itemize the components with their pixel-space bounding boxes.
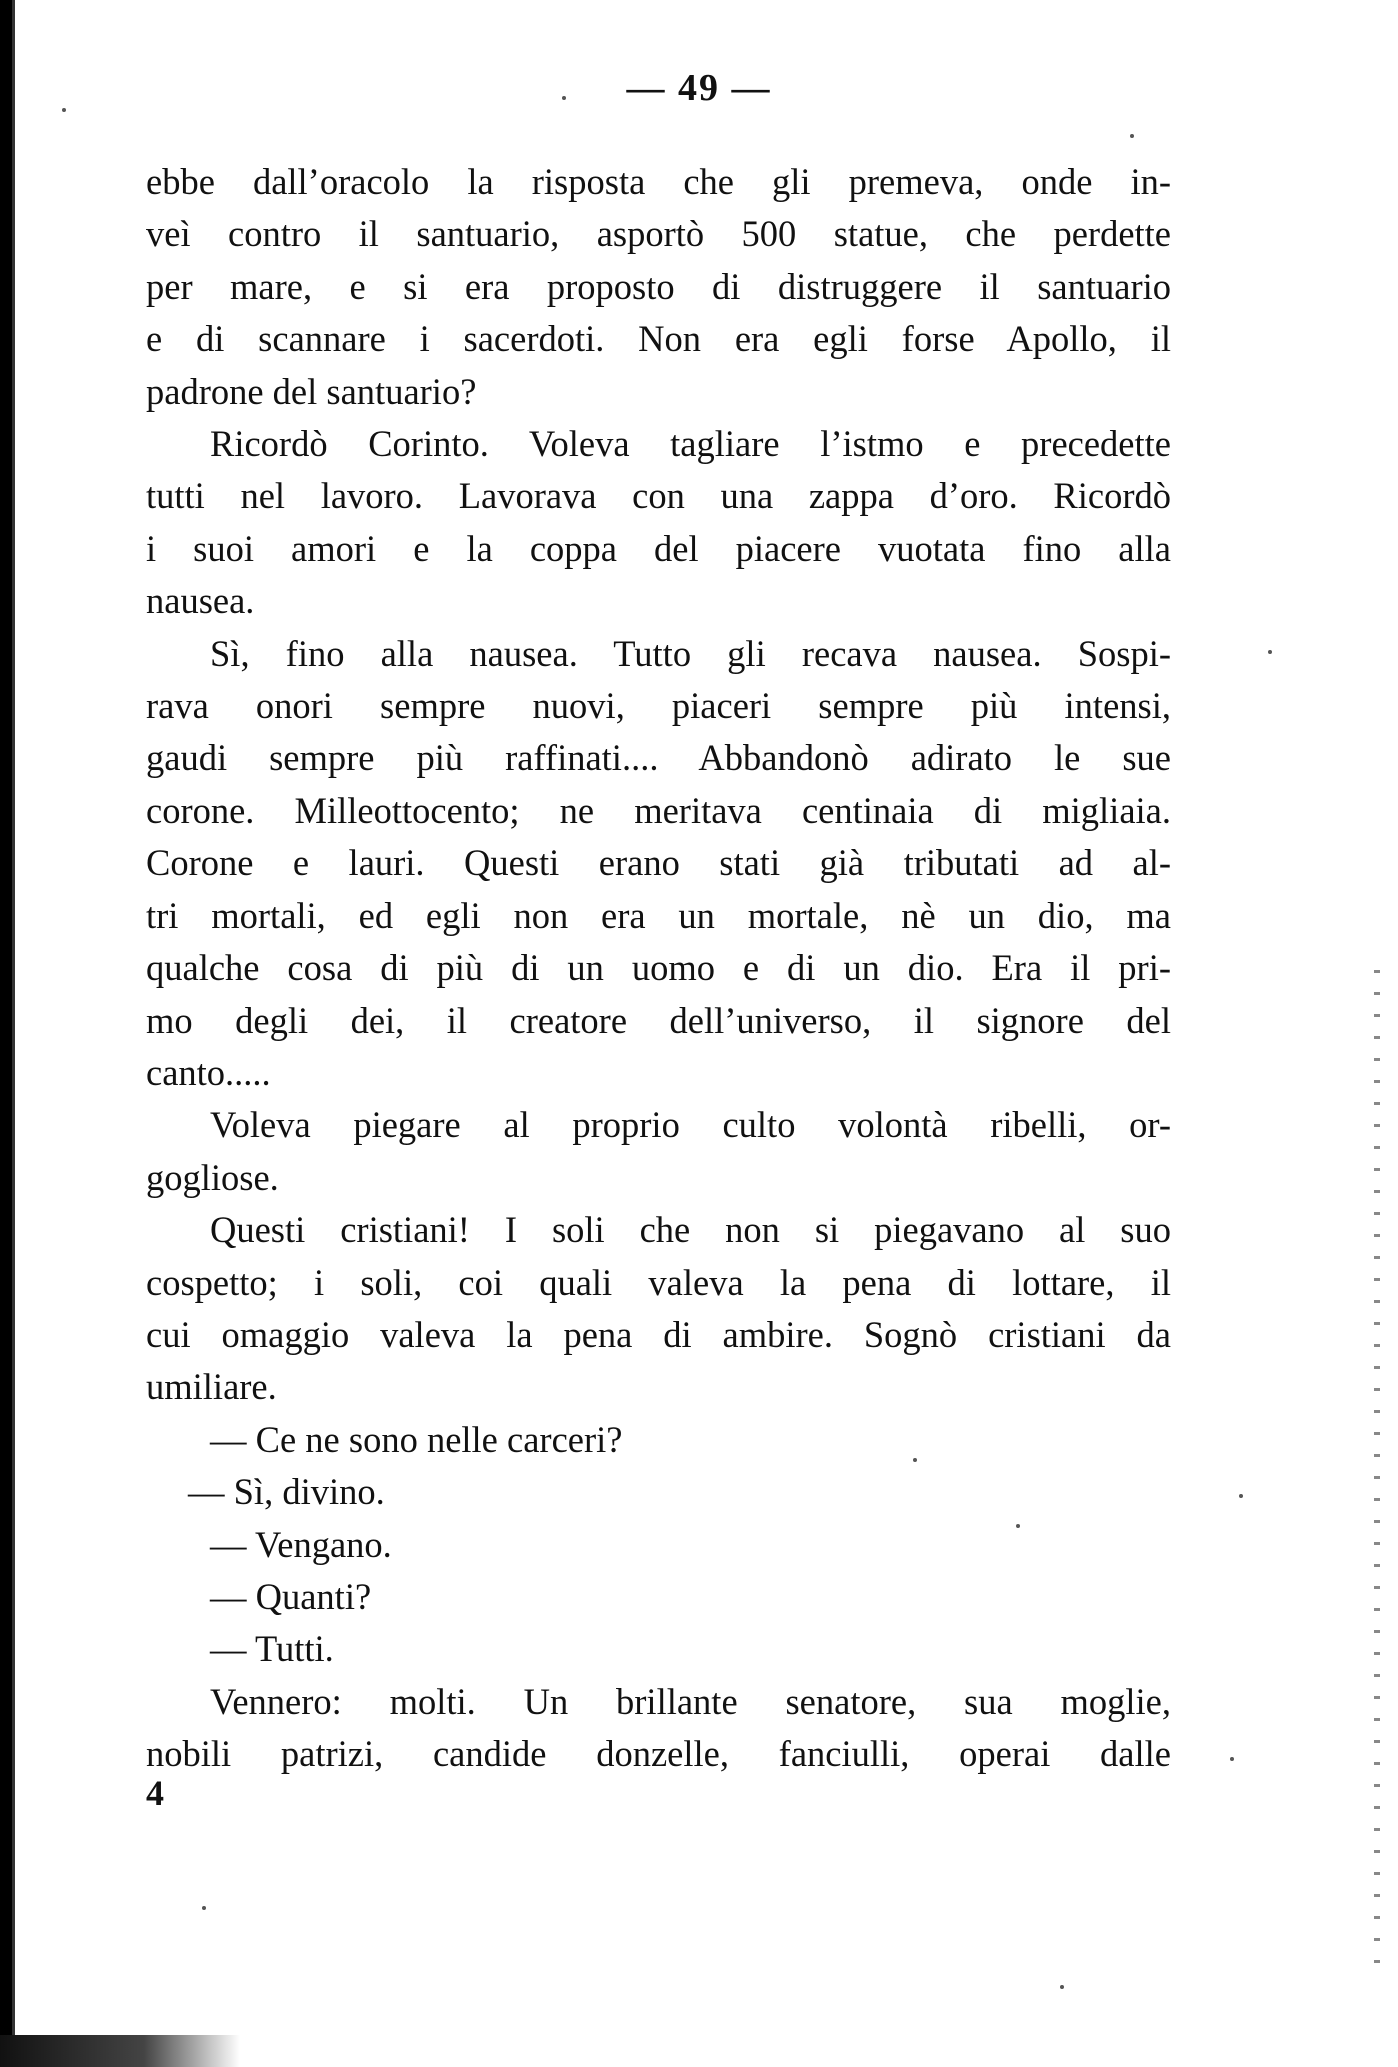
- text-line: i suoi amori e la coppa del piacere vuotata fino alla: [146, 527, 1171, 569]
- text-line: tutti nel lavoro. Lavorava con una zappa d’oro. Ricordò: [146, 475, 1171, 517]
- scan-speck: [1239, 1494, 1243, 1498]
- dialogue-line: — Tutti.: [210, 1628, 334, 1670]
- scan-bottom-shadow: [0, 2035, 240, 2067]
- dialogue-line: — Quanti?: [210, 1575, 372, 1617]
- text-line: ebbe dall’oracolo la risposta che gli premeva, onde in-: [146, 161, 1171, 202]
- text-line: Ricordò Corinto. Voleva tagliare l’istmo e precedette: [210, 423, 1171, 465]
- body-text: [146, 156, 1171, 1781]
- text-line: Vennero: molti. Un brillante senatore, sua moglie,: [210, 1680, 1171, 1722]
- scan-right-edge: [1374, 970, 1380, 1970]
- text-line: umiliare.: [146, 1366, 277, 1408]
- scan-speck: [1130, 134, 1134, 138]
- text-line: Sì, fino alla nausea. Tutto gli recava nausea. Sospi-: [210, 632, 1171, 674]
- dialogue-line: — Sì, divino.: [188, 1471, 385, 1513]
- scan-speck: [1268, 650, 1272, 654]
- scan-speck: [1230, 1757, 1234, 1761]
- text-line: Voleva piegare al proprio culto volontà ribelli, or-: [210, 1104, 1171, 1146]
- text-line: Corone e lauri. Questi erano stati già tributati ad al-: [146, 842, 1171, 884]
- text-line: per mare, e si era proposto di distruggere il santuario: [146, 265, 1171, 307]
- text-line: Questi cristiani! I soli che non si piegavano al suo: [210, 1209, 1171, 1251]
- text-line: cui omaggio valeva la pena di ambire. Sognò cristiani da: [146, 1313, 1171, 1355]
- text-line: tri mortali, ed egli non era un mortale, nè un dio, ma: [146, 894, 1171, 936]
- scan-speck: [202, 1906, 206, 1910]
- text-line: veì contro il santuario, asportò 500 statue, che perdette: [146, 213, 1171, 255]
- text-line: cospetto; i soli, coi quali valeva la pena di lottare, il: [146, 1261, 1171, 1303]
- dialogue-line: — Vengano.: [210, 1523, 392, 1565]
- binding-edge-shadow: [12, 0, 15, 2067]
- text-line: nobili patrizi, candide donzelle, fanciulli, operai dalle: [146, 1733, 1171, 1775]
- signature-mark: 4: [146, 1773, 164, 1813]
- text-line: mo degli dei, il creatore dell’universo, il signore del: [146, 999, 1171, 1041]
- text-line: padrone del santuario?: [146, 370, 477, 412]
- binding-edge: [0, 0, 12, 2067]
- text-line: rava onori sempre nuovi, piaceri sempre più intensi,: [146, 685, 1171, 727]
- text-line: gogliose.: [146, 1156, 279, 1198]
- text-line: e di scannare i sacerdoti. Non era egli forse Apollo, il: [146, 318, 1171, 360]
- text-line: qualche cosa di più di un uomo e di un dio. Era il pri-: [146, 947, 1171, 989]
- text-line: canto.....: [146, 1051, 271, 1093]
- dialogue-line: — Ce ne sono nelle carceri?: [210, 1418, 623, 1460]
- page-number-header: — 49 —: [626, 67, 772, 109]
- text-line: corone. Milleottocento; ne meritava centinaia di migliaia.: [146, 789, 1171, 831]
- text-line: gaudi sempre più raffinati.... Abbandonò adirato le sue: [146, 737, 1171, 779]
- text-line: nausea.: [146, 580, 255, 622]
- scan-speck: [1060, 1985, 1064, 1989]
